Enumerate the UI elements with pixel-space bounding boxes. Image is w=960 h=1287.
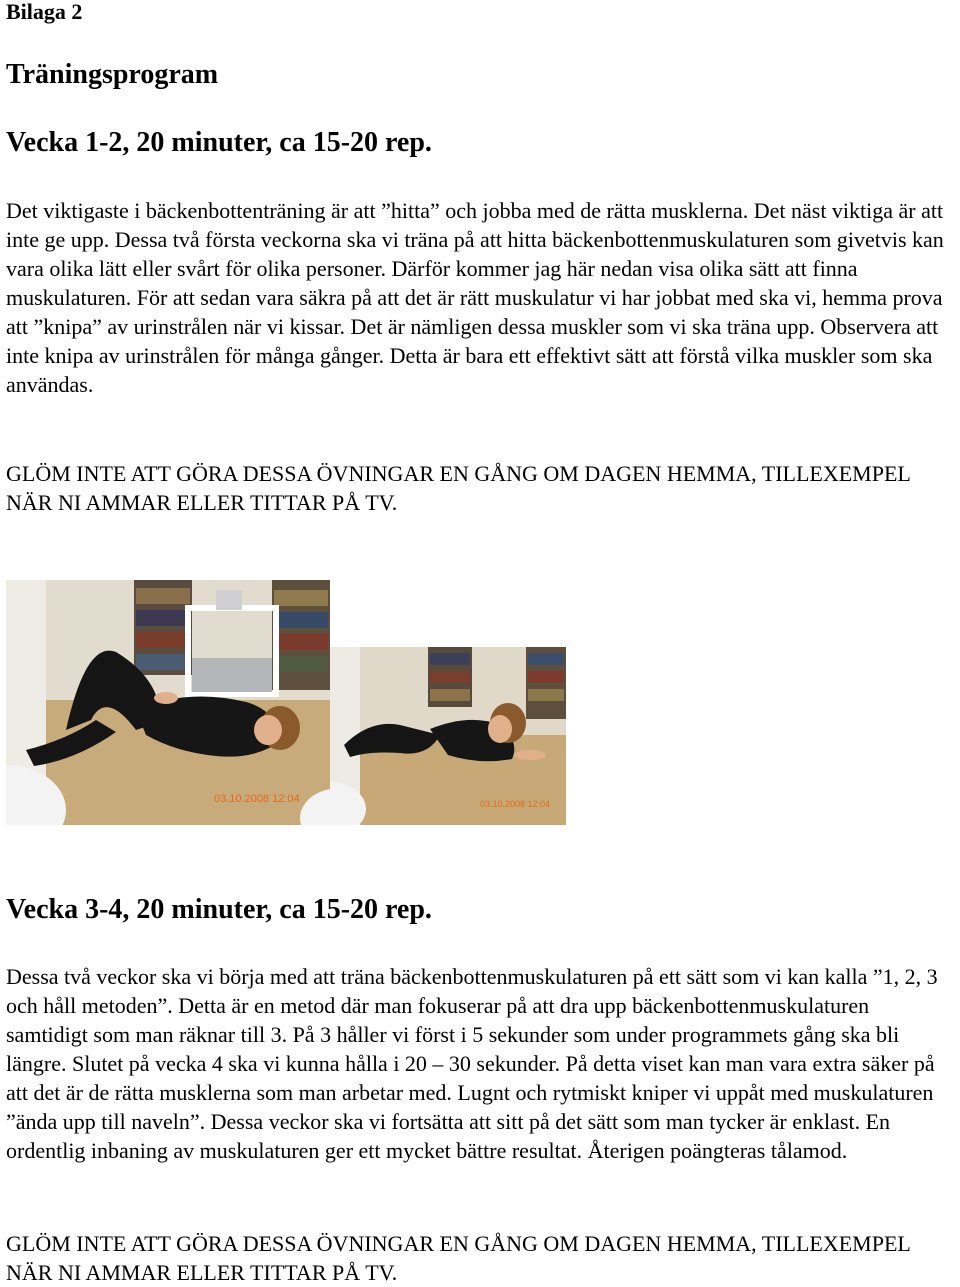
exercise-photo-lying-back [6,580,330,825]
week-1-2-heading: Vecka 1-2, 20 minuter, ca 15-20 rep. [6,127,432,158]
appendix-label: Bilaga 2 [6,0,83,24]
week-1-2-paragraph: Det viktigaste i bäckenbottenträning är att ”hitta” och jobba med de rätta musklerna. Det näst viktiga är att inte ge upp. Dessa två första veckorna ska vi träna på att hitta bäckenbottenmuskulaturen som givetvis kan vara olika lätt eller svårt för olika personer. Därför kommer jag här nedan visa olika sätt att finna muskulaturen. För att sedan vara säkra på att det är rätt muskulatur vi har jobbat med ska vi, hemma prova att ”knipa” av urinstrålen när vi kissar. Det är nämligen dessa muskler som vi ska träna upp. Observera att inte knipa av urinstrålen för många gånger. Detta är bara ett effektivt sätt att förstå vilka muskler som ska användas. [6,198,944,397]
week-3-4-reminder: GLÖM INTE ATT GÖRA DESSA ÖVNINGAR EN GÅNG OM DAGEN HEMMA, TILLEXEMPEL NÄR NI AMMAR ELLER TITTAR PÅ TV. [6,1231,911,1285]
exercise-photo-lying-side [330,647,566,825]
photo-2-date-stamp: 03.10.2008 12:04 [480,799,551,809]
week-3-4-heading: Vecka 3-4, 20 minuter, ca 15-20 rep. [6,894,432,925]
week-3-4-paragraph: Dessa två veckor ska vi börja med att träna bäckenbottenmuskulaturen på ett sätt som vi kan kalla ”1, 2, 3 och håll metoden”. Detta är en metod där man fokuserar på att dra upp bäckenbottenmuskulaturen samtidigt som man räknar till 3. På 3 håller vi först i 5 sekunder som under programmets gång ska bli längre. Slutet på vecka 4 ska vi kunna hålla i 20 – 30 sekunder. På detta viset kan man vara extra säker på att det är de rätta musklerna som man arbetar med. Lugnt och rytmiskt kniper vi uppåt med muskulaturen ”ända upp till naveln”. Dessa veckor ska vi fortsätta att sitt på det sätt som man tycker är enklast. En ordentlig inbaning av muskulaturen ger ett mycket bättre resultat. Återigen poängteras tålamod. [6,964,938,1163]
page-title: Träningsprogram [6,59,219,90]
photo-1-date-stamp: 03.10.2008 12:04 [214,793,300,805]
week-1-2-reminder: GLÖM INTE ATT GÖRA DESSA ÖVNINGAR EN GÅNG OM DAGEN HEMMA, TILLEXEMPEL NÄR NI AMMAR ELLER TITTAR PÅ TV. [6,461,911,515]
